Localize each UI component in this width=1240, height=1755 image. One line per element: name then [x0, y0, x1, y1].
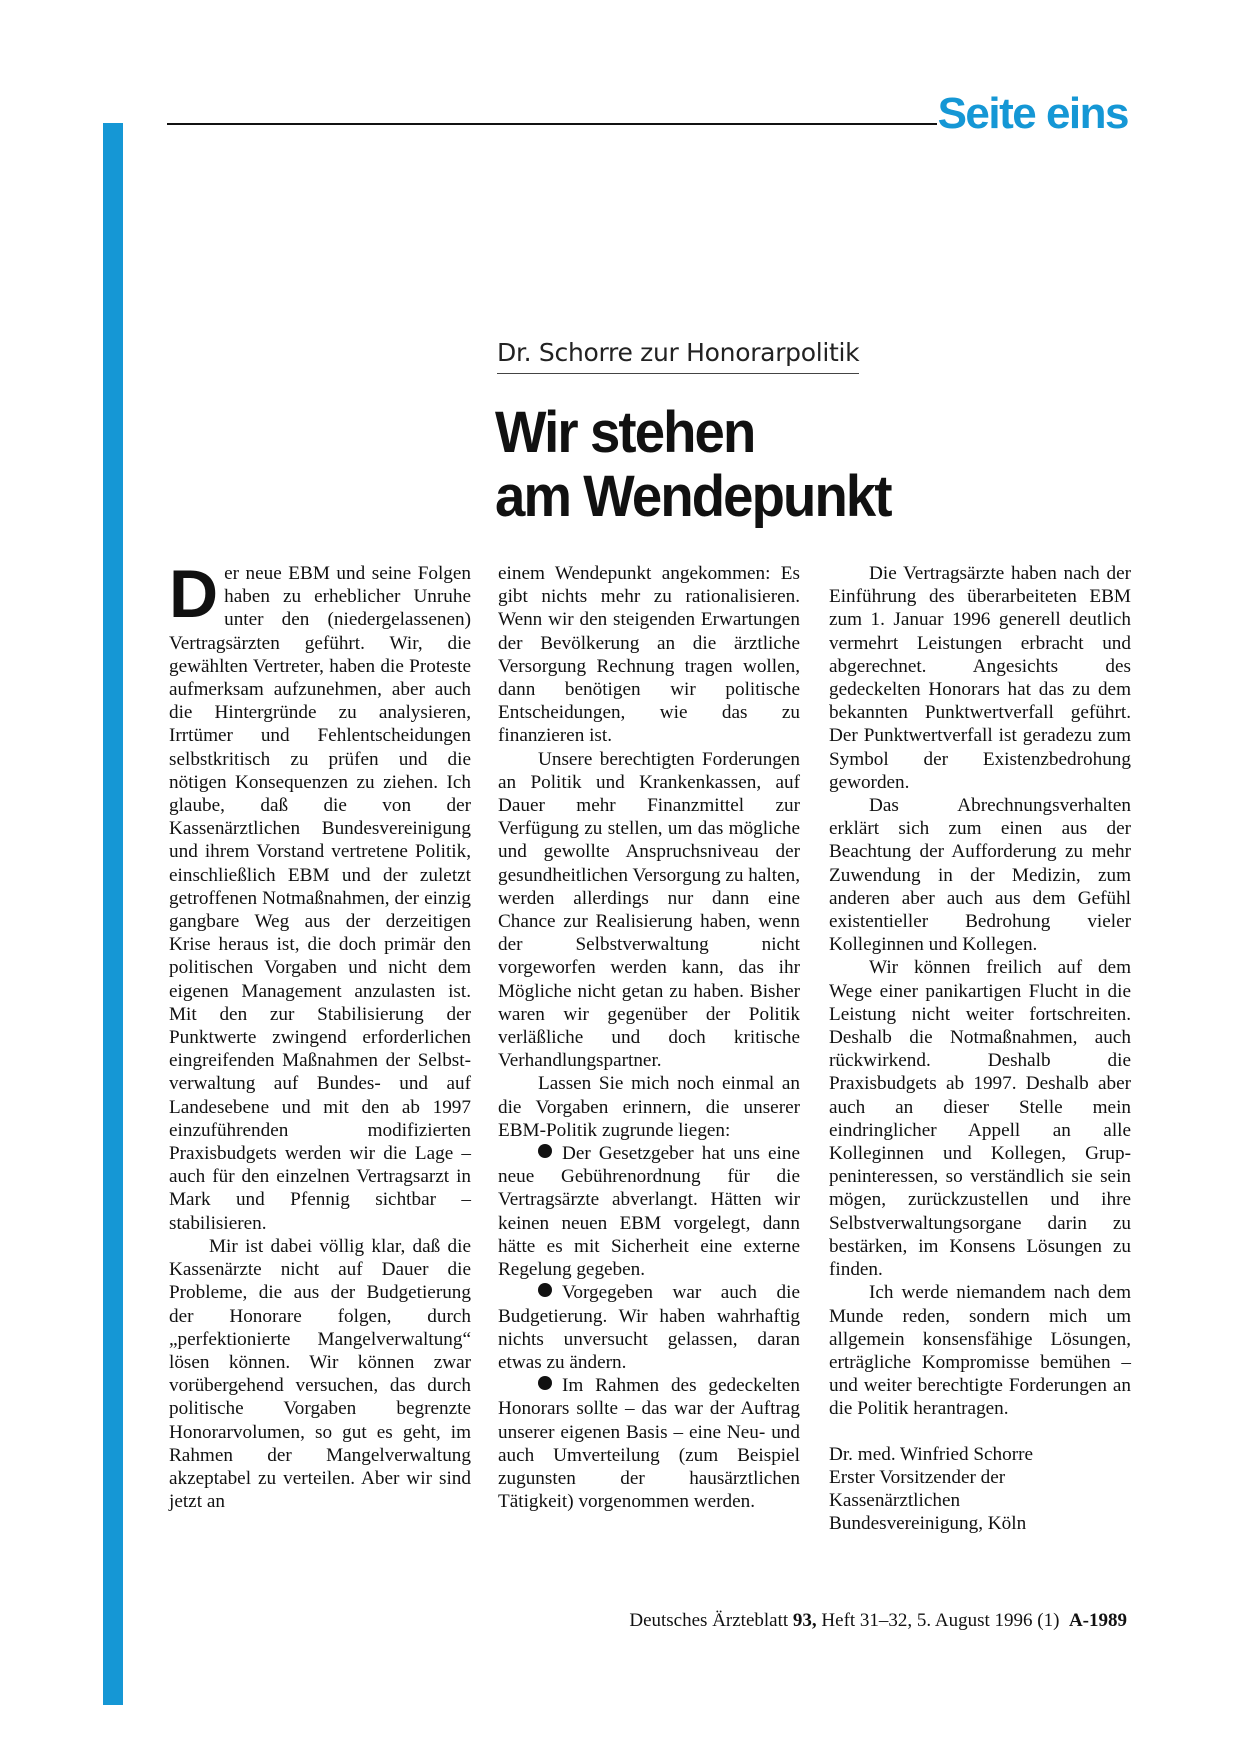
- drop-cap: D: [169, 556, 219, 632]
- paragraph: [169, 556, 471, 1235]
- paragraph: Das Abrechnungsverhalten erklärt sich zum einen aus der Beachtung der Aufforderung zu mehr Zuwendung in der Medizin, zum anderen aber auch aus dem Gefühl existentieller Bedrohung vieler Kolleginnen und Kollegen.: [829, 795, 1131, 956]
- accent-sidebar-bar: [103, 123, 123, 1705]
- author-signature: [829, 1443, 1131, 1536]
- paragraph: Ich werde niemandem nach dem Munde reden, sondern mich um allgemein konsensfähige Lösungen, erträgliche Kompromisse bemühen – und weiter berechtigte Forderungen an die Politik herantragen.: [829, 1282, 1131, 1420]
- bullet-icon: [538, 1144, 552, 1158]
- signature-line: Erster Vorsitzender der: [829, 1466, 1006, 1488]
- footer-journal: Deutsches Ärzteblatt: [629, 1610, 789, 1631]
- paragraph: einem Wendepunkt angekommen: Es gibt nichts mehr zu rationalisieren. Wenn wir den steigenden Erwartungen der Bevölkerung an die ärztliche Versorgung Rechnung tragen wollen, dann benötigen wir politische Entscheidungen, wie das zu finanzieren ist.: [498, 563, 800, 747]
- bullet-item: [498, 1374, 800, 1513]
- article-column-2: [498, 562, 800, 1513]
- paragraph: Wir können freilich auf dem Wege einer panikartigen Flucht in die Leistung nicht weiter fortschreiten. Deshalb die Notmaßnahmen, auch rückwirkend. Deshalb die Praxisbudgets ab 1997. Deshalb aber auch an dieser Stelle mein eindringlicher Appell an alle Kolleginnen und Kollegen, Gruppeninteressen, so verständlich sie sein mögen, zurückzustellen und ihre Selbstverwaltungsorgane darin zu bestärken, im Konsens Lösungen zu finden.: [829, 957, 1131, 1281]
- paragraph-text: er neue EBM und seine Folgen haben zu erheblicher Unruhe unter den (niedergelassenen) Vertragsärzten geführt. Wir, die gewählten Vertreter, haben die Proteste aufmerksam aufzunehmen, aber auch die Hintergründe zu analysieren, Irrtümer und Fehlentscheidungen selbstkritisch zu prüfen und die nötigen Konsequenzen zu ziehen. Ich glaube, daß die von der Kassenärztlichen Bundesvereinigung und ihrem Vorstand vertretene Politik, einschließlich EBM und der zuletzt getroffenen Notmaßnahmen, der einzig gangbare Weg aus der derzeitigen Krise heraus ist, die doch primär den politischen Vorgaben und nicht dem eigenen Management anzulasten ist. Mit den zur Stabilisierung der Punktwerte zwingend erforderlichen eingreifenden Maßnahmen der Selbstverwaltung auf Bundes- und auf Landesebene und mit den ab 1997 einzuführenden modifizierten Praxisbudgets werden wir die Lage – auch für den einzelnen Vertragsarzt in Mark und Pfennig sichtbar – stabilisieren.: [169, 563, 471, 1234]
- headline-line-2: am Wendepunkt: [495, 463, 891, 529]
- article-column-3: [829, 562, 1131, 1535]
- paragraph: Mir ist dabei völlig klar, daß die Kassenärzte nicht auf Dauer die Probleme, die aus der Budgetierung der Honorare folgen, durch „perfektionierte Mangelverwaltung“ lösen können. Wir können zwar vorübergehend versuchen, das durch politische Vorgaben begrenzte Honorarvolumen, so gut es geht, im Rahmen der Mangelverwaltung akzeptabel zu verteilen. Aber wir sind jetzt an: [169, 1235, 471, 1513]
- page-footer: [629, 1610, 1127, 1632]
- signature-line: Kassenärztlichen: [829, 1489, 961, 1511]
- header-rule: [167, 123, 937, 125]
- article-kicker: Dr. Schorre zur Honorarpolitik: [497, 339, 859, 374]
- paragraph: Unsere berechtigten Forderungen an Politik und Krankenkassen, auf Dauer mehr Finanzmittel zur Verfügung zu stellen, um das mögliche und gewollte Anspruchsniveau der gesundheitlichen Versorgung zu halten, werden allerdings nur dann eine Chance zur Realisierung haben, wenn der Selbstverwaltung nicht vorgeworfen werden kann, das ihr Mögliche nicht getan zu haben. Bisher waren wir gegenüber der Politik verläßliche und doch kritische Verhandlungspartner.: [498, 748, 800, 1072]
- bullet-icon: [538, 1376, 552, 1390]
- bullet-text: Der Gesetzgeber hat uns eine neue Gebührenordnung für die Vertragsärzte abverlangt. Hätten wir keinen neuen EBM vorgelegt, dann hätte es mit Sicherheit eine externe Regelung gegeben.: [498, 1143, 800, 1281]
- article-headline: [495, 401, 891, 529]
- article-column-1: [169, 556, 471, 1513]
- paragraph: Die Vertragsärzte haben nach der Einführung des überarbeiteten EBM zum 1. Januar 1996 generell deutlich vermehrt Leistungen erbracht und abgerechnet. Angesichts des gedeckelten Honorars hat das zu dem bekannten Punktwertverfall geführt. Der Punktwertverfall ist geradezu zum Symbol der Existenzbedrohung geworden.: [829, 563, 1131, 793]
- bullet-item: [498, 1281, 800, 1374]
- bullet-text: Im Rahmen des gedeckelten Honorars sollte – das war der Auftrag unserer eigenen Basis – eine Neu- und auch Umverteilung (zum Beispiel zugunsten der hausärztlichen Tätigkeit) vorgenommen werden.: [498, 1375, 800, 1513]
- bullet-icon: [538, 1283, 552, 1297]
- paragraph: Lassen Sie mich noch einmal an die Vorgaben erinnern, die unserer EBM-Politik zugrunde liegen:: [498, 1073, 800, 1141]
- bullet-item: [498, 1142, 800, 1281]
- footer-issue: Heft 31–32, 5. August 1996 (1): [821, 1610, 1060, 1631]
- signature-line: Dr. med. Winfried Schorre: [829, 1443, 1034, 1465]
- bullet-text: Vorgegeben war auch die Budgetierung. Wir haben wahrhaftig nichts unversucht gelassen, daran etwas zu ändern.: [498, 1282, 800, 1373]
- signature-line: Bundesvereinigung, Köln: [829, 1513, 1027, 1535]
- footer-volume: 93,: [792, 1610, 817, 1631]
- headline-line-1: Wir stehen: [495, 400, 755, 465]
- page-number: A-1989: [1068, 1610, 1127, 1631]
- section-title: Seite eins: [937, 89, 1128, 138]
